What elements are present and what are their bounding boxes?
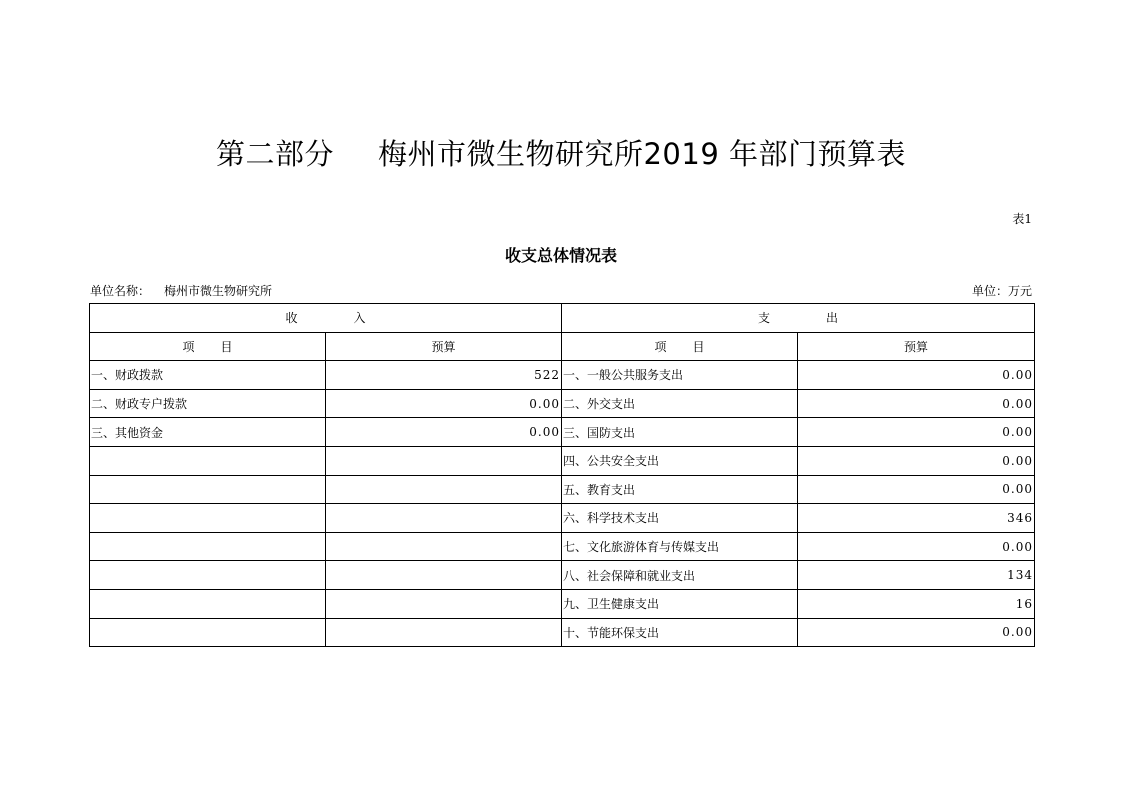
income-item-cell: [90, 618, 326, 647]
income-item-cell: 二、财政专户拨款: [90, 389, 326, 418]
income-item-cell: [90, 504, 326, 533]
income-item-cell: [90, 589, 326, 618]
expense-item-cell: 八、社会保障和就业支出: [562, 561, 798, 590]
income-header: 收 入: [90, 304, 562, 333]
table-row: [90, 618, 1035, 647]
header-row-section: [90, 304, 1035, 333]
currency-unit: 单位：万元: [971, 284, 1032, 298]
budget-table: [89, 303, 1035, 647]
income-budget-cell: [326, 504, 562, 533]
expense-budget-cell: 134: [798, 561, 1035, 590]
table-row: [90, 418, 1035, 447]
unit-name-label: 单位名称：: [90, 284, 151, 298]
expense-budget-header: 预算: [798, 332, 1035, 361]
expense-item-cell: 五、教育支出: [562, 475, 798, 504]
income-budget-cell: 0.00: [326, 389, 562, 418]
income-item-cell: [90, 446, 326, 475]
table-row: [90, 589, 1035, 618]
unit-name-value: 梅州市微生物研究所: [164, 284, 273, 298]
expense-budget-cell: 0.00: [798, 532, 1035, 561]
expense-item-cell: 七、文化旅游体育与传媒支出: [562, 532, 798, 561]
income-budget-cell: [326, 475, 562, 504]
expense-item-cell: 三、国防支出: [562, 418, 798, 447]
income-budget-cell: 522: [326, 361, 562, 390]
income-budget-cell: 0.00: [326, 418, 562, 447]
expense-item-cell: 九、卫生健康支出: [562, 589, 798, 618]
income-budget-cell: [326, 446, 562, 475]
header-row-columns: [90, 332, 1035, 361]
table-row: [90, 389, 1035, 418]
title-main: 梅州市微生物研究所2019 年部门预算表: [377, 137, 907, 171]
expense-budget-cell: 0.00: [798, 475, 1035, 504]
expense-budget-cell: 0.00: [798, 418, 1035, 447]
table-row: [90, 532, 1035, 561]
table-row: [90, 504, 1035, 533]
income-budget-header: 预算: [326, 332, 562, 361]
income-budget-cell: [326, 561, 562, 590]
expense-item-cell: 十、节能环保支出: [562, 618, 798, 647]
expense-budget-cell: 0.00: [798, 361, 1035, 390]
income-budget-cell: [326, 618, 562, 647]
document-title: [0, 132, 1122, 173]
expense-budget-cell: 0.00: [798, 389, 1035, 418]
table-title: 收支总体情况表: [504, 246, 617, 265]
expense-item-header: 项 目: [562, 332, 798, 361]
title-part: 第二部分: [215, 137, 334, 171]
expense-budget-cell: 0.00: [798, 618, 1035, 647]
table-row: [90, 446, 1035, 475]
income-item-cell: 三、其他资金: [90, 418, 326, 447]
expense-item-cell: 四、公共安全支出: [562, 446, 798, 475]
income-item-cell: [90, 475, 326, 504]
expense-budget-cell: 346: [798, 504, 1035, 533]
income-item-cell: [90, 532, 326, 561]
expense-budget-cell: 16: [798, 589, 1035, 618]
unit-name: [90, 282, 272, 299]
expense-header: 支 出: [562, 304, 1035, 333]
expense-item-cell: 二、外交支出: [562, 389, 798, 418]
expense-item-cell: 六、科学技术支出: [562, 504, 798, 533]
income-budget-cell: [326, 589, 562, 618]
income-item-cell: [90, 561, 326, 590]
table-row: [90, 475, 1035, 504]
expense-budget-cell: 0.00: [798, 446, 1035, 475]
table-number: 表1: [1012, 212, 1032, 226]
income-item-cell: 一、财政拨款: [90, 361, 326, 390]
income-budget-cell: [326, 532, 562, 561]
table-row: [90, 361, 1035, 390]
income-item-header: 项 目: [90, 332, 326, 361]
expense-item-cell: 一、一般公共服务支出: [562, 361, 798, 390]
table-row: [90, 561, 1035, 590]
